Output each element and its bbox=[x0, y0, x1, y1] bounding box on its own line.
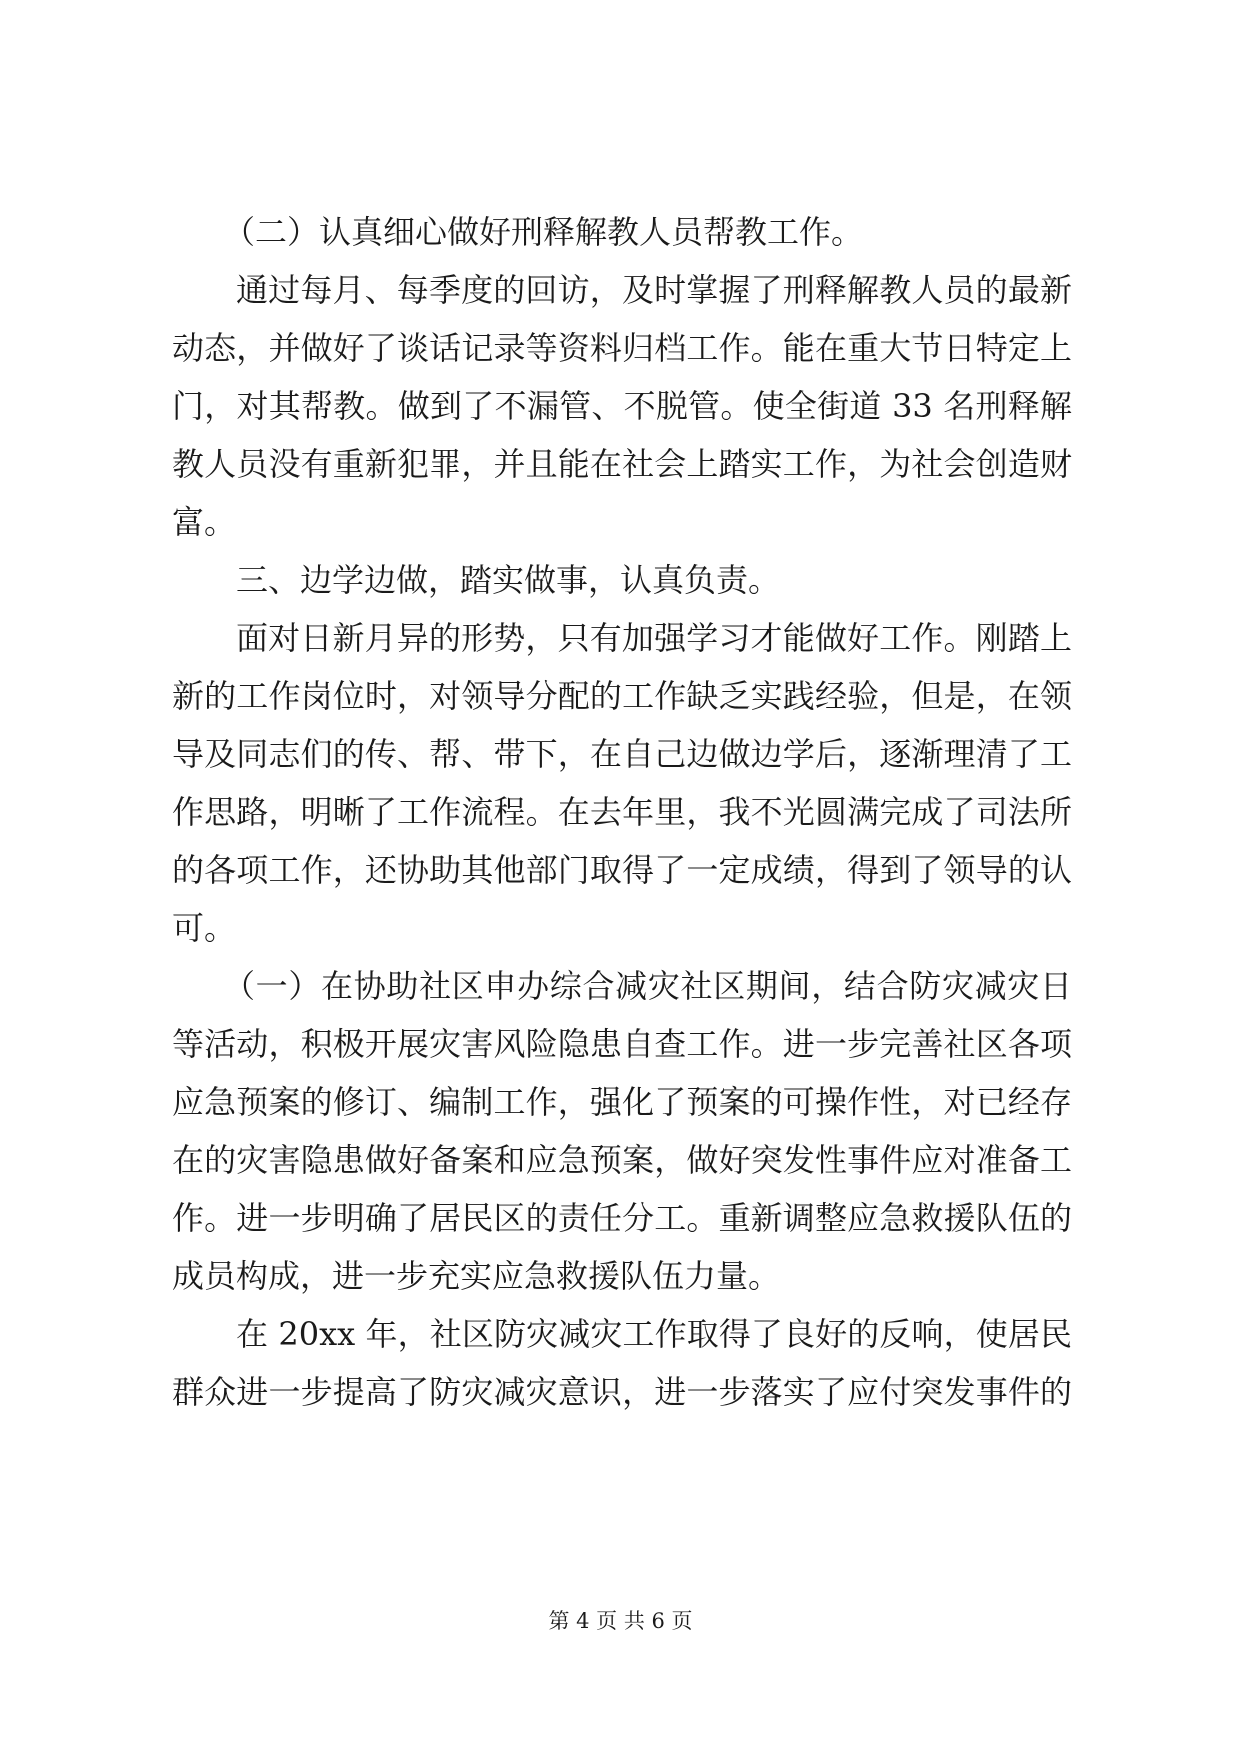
paragraph-line: 的各项工作，还协助其他部门取得了一定成绩，得到了领导的认 bbox=[172, 851, 1072, 889]
section-heading-two: （二）认真细心做好刑释解教人员帮教工作。 bbox=[223, 213, 864, 251]
paragraph-line: 等活动，积极开展灾害风险隐患自查工作。进一步完善社区各项 bbox=[172, 1025, 1072, 1063]
paragraph-line: 导及同志们的传、帮、带下，在自己边做边学后，逐渐理清了工 bbox=[172, 735, 1072, 773]
paragraph-line: 动态，并做好了谈话记录等资料归档工作。能在重大节日特定上 bbox=[172, 329, 1072, 367]
page-footer: 第 4 页 共 6 页 bbox=[548, 1609, 693, 1633]
paragraph-line: 在 20xx 年，社区防灾减灾工作取得了良好的反响，使居民 bbox=[236, 1315, 1072, 1353]
paragraph-line: 面对日新月异的形势，只有加强学习才能做好工作。刚踏上 bbox=[236, 619, 1072, 657]
paragraph-line: 富。 bbox=[172, 503, 237, 541]
paragraph-line: （一）在协助社区申办综合减灾社区期间，结合防灾减灾日 bbox=[223, 967, 1072, 1005]
paragraph-line: 在的灾害隐患做好备案和应急预案，做好突发性事件应对准备工 bbox=[172, 1141, 1072, 1179]
paragraph-line: 作。进一步明确了居民区的责任分工。重新调整应急救援队伍的 bbox=[172, 1199, 1072, 1237]
paragraph-line: 群众进一步提高了防灾减灾意识，进一步落实了应付突发事件的 bbox=[172, 1373, 1072, 1411]
paragraph-line: 教人员没有重新犯罪，并且能在社会上踏实工作，为社会创造财 bbox=[172, 445, 1072, 483]
paragraph-line: 成员构成，进一步充实应急救援队伍力量。 bbox=[172, 1257, 781, 1295]
paragraph-line: 应急预案的修订、编制工作，强化了预案的可操作性，对已经存 bbox=[172, 1083, 1072, 1121]
paragraph-line: 作思路，明晰了工作流程。在去年里，我不光圆满完成了司法所 bbox=[172, 793, 1072, 831]
paragraph-line: 新的工作岗位时，对领导分配的工作缺乏实践经验，但是，在领 bbox=[172, 677, 1072, 715]
paragraph-line: 通过每月、每季度的回访，及时掌握了刑释解教人员的最新 bbox=[236, 271, 1072, 309]
section-heading-three: 三、边学边做，踏实做事，认真负责。 bbox=[236, 561, 781, 599]
paragraph-line: 可。 bbox=[172, 909, 237, 947]
paragraph-line: 门，对其帮教。做到了不漏管、不脱管。使全街道 33 名刑释解 bbox=[172, 387, 1072, 425]
